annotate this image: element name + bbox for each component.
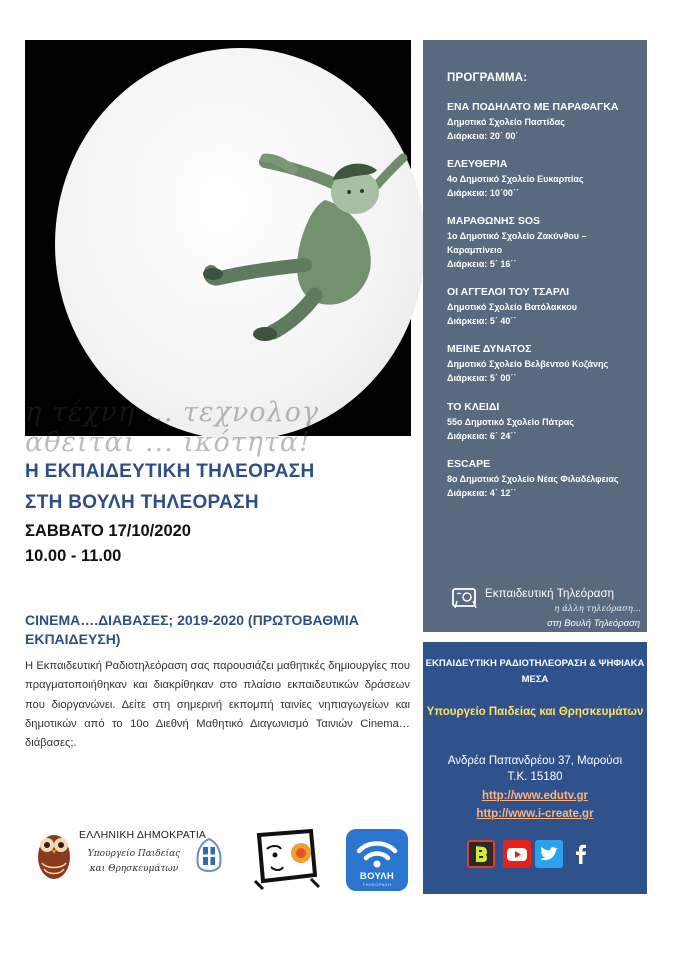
owl-icon (32, 823, 76, 883)
program-item (447, 214, 639, 271)
program-item-title: ΕΝΑ ΠΟΔΗΛΑΤΟ ΜΕ ΠΑΡΑΦΑΓΚΑ (447, 101, 619, 113)
title-line-1: Η ΕΚΠΑΙΔΕΥΤΙΚΗ ΤΗΛΕΟΡΑΣΗ (25, 461, 315, 482)
program-item-duration: Διάρκεια: 6΄ 24΄΄ (447, 431, 517, 441)
edutv-link[interactable]: http://www.edutv.gr (481, 790, 589, 802)
program-item-title: ΜΑΡΑΘΩΝΗΣ SOS (447, 215, 540, 227)
program-item-school: Δημοτικό Σχολείο Βατόλακκου (447, 302, 577, 312)
contact-panel (423, 642, 647, 894)
program-item-duration: Διάρκεια: 5΄ 40΄΄ (447, 316, 517, 326)
program-item-title: ΟΙ ΑΓΓΕΛΟΙ ΤΟΥ ΤΣΑΡΛΙ (447, 286, 570, 298)
address-postal-code: Τ.Κ. 15180 (507, 771, 563, 783)
program-item-school: Δημοτικό Σχολείο Βελβεντού Κοζάνης (447, 359, 609, 369)
vouli-sublabel: ΤΗΛΕΟΡΑΣΗ (362, 882, 392, 887)
program-item-duration: Διάρκεια: 5΄ 16΄΄ (447, 259, 517, 269)
broadcast-time: 10.00 - 11.00 (25, 547, 122, 565)
ministry-name-logo: Υπουργείο Παιδείας και Θρησκευμάτων (87, 849, 181, 874)
flying-boy-figure (25, 40, 411, 436)
broadcast-date: ΣΑΒΒΑΤΟ 17/10/2020 (25, 522, 191, 540)
program-item-duration: Διάρκεια: 20΄ 00΄ (447, 131, 519, 141)
hellenic-republic-logo (32, 823, 232, 887)
hero-image (25, 40, 411, 458)
edutv-tagline: η άλλη τηλεόραση... (554, 604, 641, 614)
program-item-title: ΤΟ ΚΛΕΙΔΙ (447, 401, 500, 413)
edutv-vouli-note: στη Βουλή Τηλεόραση (547, 618, 640, 629)
program-item (447, 285, 639, 328)
program-item-school: 8ο Δημοτικό Σχολείο Νέας Φιλαδέλφειας (447, 474, 619, 484)
youtube-icon[interactable] (503, 840, 531, 868)
program-item (447, 342, 639, 385)
program-heading: ΠΡΟΓΡΑΜΜΑ: (447, 72, 528, 84)
social-icons (467, 840, 617, 870)
icreate-link[interactable]: http://www.i-create.gr (476, 808, 594, 820)
program-item-school: 1ο Δημοτικό Σχολείο Ζακύνθου – Καραμπίνειο (447, 231, 587, 255)
program-item (447, 457, 639, 500)
facebook-icon[interactable] (567, 840, 595, 868)
b-icon[interactable] (467, 840, 495, 868)
wifi-arcs-icon (346, 829, 408, 871)
tv-camera-icon (451, 586, 479, 610)
program-item-duration: Διάρκεια: 5΄ 00΄΄ (447, 373, 517, 383)
program-item-title: ΕΛΕΥΘΕΡΙΑ (447, 158, 508, 170)
edutv-brand-name: Εκπαιδευτική Τηλεόραση (485, 588, 615, 600)
program-item-school: 55ο Δημοτικό Σχολείο Πάτρας (447, 417, 574, 427)
program-item (447, 400, 639, 443)
vouli-label: ΒΟΥΛΗ (359, 871, 395, 882)
section-heading: CINEMA….ΔΙΑΒΑΣΕΣ; 2019-2020 (ΠΡΩΤΟΒΑΘΜΙΑ ΕΚΠΑΙΔΕΥΣΗ) (25, 612, 359, 647)
hero-ghost-line-1: η τέχνη ... τεχνολογ (25, 397, 320, 428)
title-line-2: ΣΤΗ ΒΟΥΛΗ ΤΗΛΕΟΡΑΣΗ (25, 492, 259, 513)
program-item-title: ΜΕΙΝΕ ΔΥΝΑΤΟΣ (447, 343, 532, 355)
twitter-icon[interactable] (535, 840, 563, 868)
vouli-tv-logo (346, 829, 408, 891)
edutv-logo-icon (249, 827, 327, 891)
address-street: Ανδρέα Παπανδρέου 37, Μαρούσι (447, 755, 623, 767)
edutv-brand-mark (447, 581, 643, 631)
contact-address (423, 753, 647, 785)
contact-title: ΕΚΠΑΙΔΕΥΤΙΚΗ ΡΑΔΙΟΤΗΛΕΟΡΑΣΗ & ΨΗΦΙΑΚΑ ΜΕΣΑ (425, 658, 645, 685)
hero-ghost-text (25, 398, 411, 458)
program-item-school: Δημοτικό Σχολείο Παστίδας (447, 117, 565, 127)
program-item-duration: Διάρκεια: 4΄ 12΄΄ (447, 488, 517, 498)
program-item (447, 157, 639, 200)
program-item-title: ESCAPE (447, 458, 491, 470)
program-item-duration: Διάρκεια: 10΄00΄΄ (447, 188, 519, 198)
program-item-school: 4ο Δημοτικό Σχολείο Ευκαρπίας (447, 174, 584, 184)
hero-ghost-line-2: αθειται ... ικότητα! (25, 427, 311, 458)
hellenic-republic-name: ΕΛΛΗΝΙΚΗ ΔΗΜΟΚΡΑΤΙΑ (79, 829, 207, 841)
greek-emblem-icon (192, 835, 226, 879)
program-panel (423, 40, 647, 632)
section-description: Η Εκπαιδευτική Ραδιοτηλεόραση σας παρουσιάζει μαθητικές δημιουργίες που πραγματοποιήθηκαν και διακρίθηκαν στο πλαίσιο εκπαιδευτικών δράσεων που διοργανώνει. Δείτε στη σημερινή εκπομπή ταινίες νηπιαγωγείων και δημοτικών από το 10ο Διεθνή Μαθητικό Διαγωνισμό Ταινιών Cinema… διάβασες;. (25, 660, 410, 750)
program-item (447, 100, 639, 143)
contact-ministry: Υπουργείο Παιδείας και Θρησκευμάτων (426, 706, 644, 718)
